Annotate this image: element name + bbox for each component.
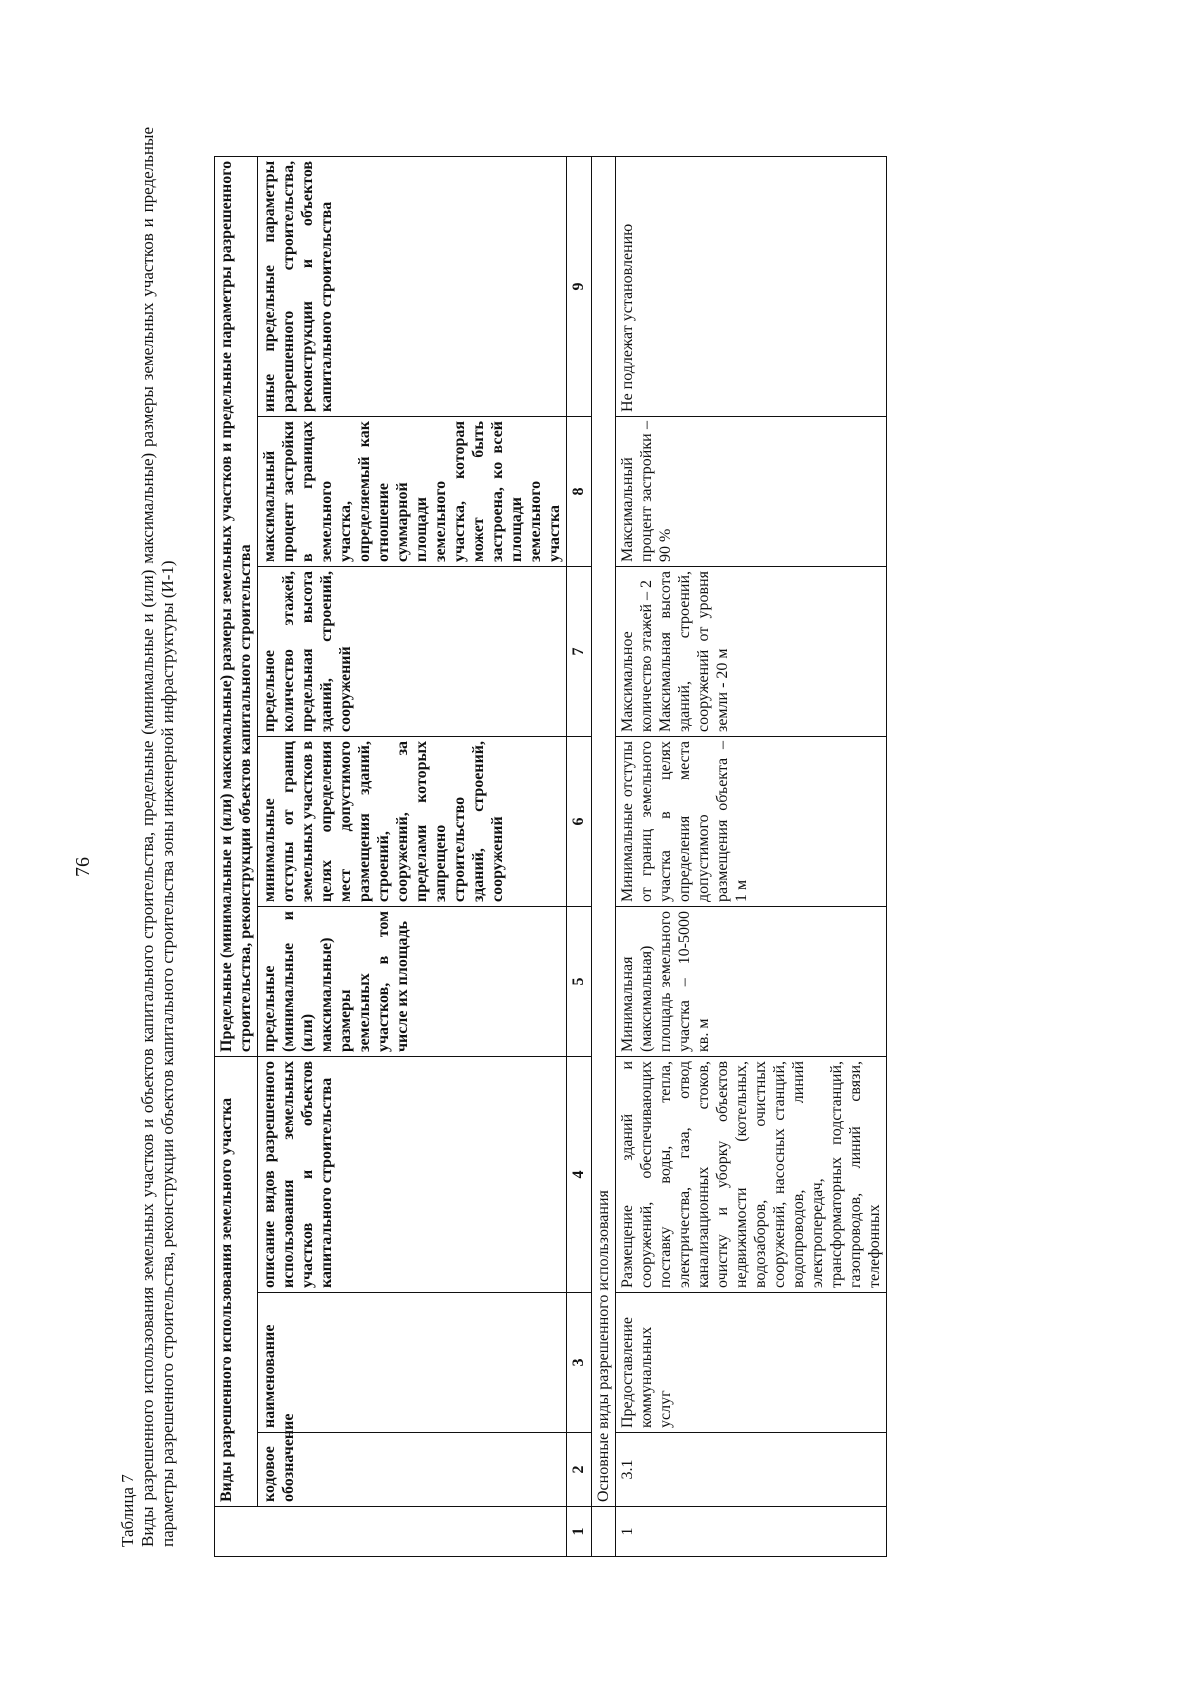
- row-code: 3.1: [616, 1433, 887, 1507]
- header-setback: минимальные отступы от границ земельных участков в целях определения мест допустимого размещения зданий, строений, сооружений, за пределами которых запрещено строительство зданий, строений, сооружений: [258, 736, 567, 906]
- header-group-left: Виды разрешенного использования земельного участка: [215, 1056, 258, 1506]
- header-name: наименование: [258, 1293, 567, 1433]
- section-row: [592, 156, 616, 1556]
- column-number: 7: [567, 566, 592, 736]
- column-number: 8: [567, 416, 592, 566]
- table-row: [616, 156, 887, 1556]
- column-number: 1: [567, 1507, 592, 1557]
- column-number: 4: [567, 1056, 592, 1292]
- row-floors: Максимальное количество этажей – 2 Максимальная высота зданий, строений, сооружений от уровня земли - 20 м: [616, 566, 887, 736]
- column-number: 3: [567, 1293, 592, 1433]
- table-title: Виды разрешенного использования земельных участков и объектов капитального строительства, предельные (минимальные и (или) максимальные) размеры земельных участков и предельные параметры разрешенного строительства, реконструкции объектов капитального строительства зоны инженерной инфраструктуры (И-1): [138, 127, 177, 1547]
- header-group-right: Предельные (минимальные и (или) максимальные) размеры земельных участков и предельные параметры разрешенного строительства, реконструкции объектов капитального строительства: [215, 156, 258, 1056]
- page-number: 76: [72, 857, 94, 877]
- header-row: [258, 156, 567, 1556]
- row-coverage: Максимальный процент застройки – 90 %: [616, 416, 887, 566]
- row-setback: Минимальные отступы от границ земельного участка в целях определения места допустимого размещения объекта – 1 м: [616, 736, 887, 906]
- column-number: 5: [567, 906, 592, 1056]
- row-number-header: [215, 1507, 567, 1557]
- column-number: 9: [567, 156, 592, 416]
- row-description: Размещение зданий и сооружений, обеспечивающих поставку воды, тепла, электричества, газа, отвод канализационных стоков, очистку и уборку объектов недвижимости (котельных, водозаборов, очистных сооружений, насосных станций, водопроводов, линий электропередач, трансформаторных подстанций, газопроводов, линий связи, телефонных: [616, 1056, 887, 1292]
- header-coverage: максимальный процент застройки в границах земельного участка, определяемый как отношение суммарной площади земельного участка, которая может быть застроена, ко всей площади земельного участка: [258, 416, 567, 566]
- section-title: Основные виды разрешенного использования: [592, 156, 616, 1506]
- row-name: Предоставление коммунальных услуг: [616, 1293, 887, 1433]
- zoning-table: [214, 156, 887, 1557]
- section-marker: [592, 1507, 616, 1557]
- table-label: Таблица 7: [118, 1474, 137, 1547]
- header-floors: предельное количество этажей, предельная высота зданий, строений, сооружений: [258, 566, 567, 736]
- header-group-row: [215, 156, 258, 1556]
- column-number: 6: [567, 736, 592, 906]
- table-caption: [118, 127, 178, 1547]
- row-number: 1: [616, 1507, 887, 1557]
- header-other: иные предельные параметры разрешенного строительства, реконструкции и объектов капитального строительства: [258, 156, 567, 416]
- row-area: Минимальная (максимальная) площадь земельного участка – 10-5000 кв. м: [616, 906, 887, 1056]
- column-number: 2: [567, 1433, 592, 1507]
- header-code: кодовое обозначение: [258, 1433, 567, 1507]
- header-area: предельные (минимальные и (или) максимальные) размеры земельных участков, в том числе их площадь: [258, 906, 567, 1056]
- header-description: описание видов разрешенного использования земельных участков и объектов капитального строительства: [258, 1056, 567, 1292]
- column-number-row: [567, 156, 592, 1556]
- row-other: Не подлежат установлению: [616, 156, 887, 416]
